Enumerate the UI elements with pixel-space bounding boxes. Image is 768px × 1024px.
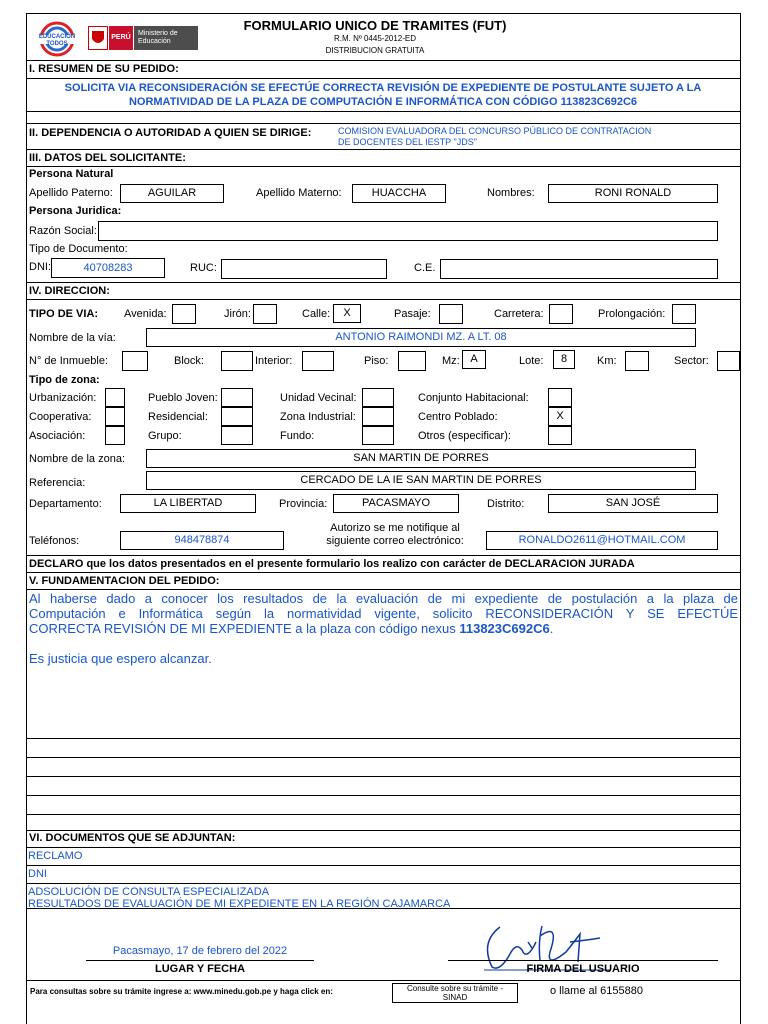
distribucion-gratuita: DISTRIBUCION GRATUITA xyxy=(325,46,425,55)
cooperativa-checkbox[interactable] xyxy=(105,407,125,426)
divider xyxy=(26,865,740,866)
residencial-checkbox[interactable] xyxy=(221,407,253,426)
prolongacion-checkbox[interactable] xyxy=(672,304,696,324)
dependencia-line-1: COMISION EVALUADORA DEL CONCURSO PÚBLICO DE CONTRATACION xyxy=(338,126,652,136)
divider xyxy=(448,960,718,961)
divider xyxy=(26,830,740,831)
section-dependencia-heading: II. DEPENDENCIA O AUTORIDAD A QUIEN SE DIRIGE: xyxy=(29,127,312,139)
logo-peru-ministerio xyxy=(88,26,200,50)
avenida-checkbox[interactable] xyxy=(172,304,196,324)
ce-label: C.E. xyxy=(414,262,436,274)
frame-top xyxy=(26,13,740,14)
residencial-label: Residencial: xyxy=(148,411,208,423)
nombre-via-label: Nombre de la vía: xyxy=(29,332,116,344)
carretera-label: Carretera: xyxy=(494,308,544,320)
provincia-label: Provincia: xyxy=(279,498,328,510)
divider xyxy=(26,572,740,573)
apellido-paterno-label: Apellido Paterno: xyxy=(29,187,113,199)
inmueble-field[interactable] xyxy=(122,351,148,371)
apellido-materno-label: Apellido Materno: xyxy=(256,187,342,199)
divider xyxy=(26,776,740,777)
departamento-field[interactable]: LA LIBERTAD xyxy=(120,494,256,513)
apellido-paterno-field[interactable]: AGUILAR xyxy=(120,184,224,203)
codigo-nexus: 113823C692C6 xyxy=(459,621,550,636)
divider xyxy=(26,883,740,884)
carretera-checkbox[interactable] xyxy=(549,304,573,324)
grupo-checkbox[interactable] xyxy=(221,426,253,445)
divider xyxy=(26,123,740,124)
fundo-checkbox[interactable] xyxy=(362,426,394,445)
conjunto-checkbox[interactable] xyxy=(548,388,572,407)
nombres-field[interactable]: RONI RONALD xyxy=(548,184,718,203)
divider xyxy=(26,847,740,848)
divider xyxy=(26,795,740,796)
pasaje-checkbox[interactable] xyxy=(439,304,463,324)
unidad-vecinal-label: Unidad Vecinal: xyxy=(280,392,357,404)
sector-field[interactable] xyxy=(717,351,740,371)
section-solicitante-heading: III. DATOS DEL SOLICITANTE: xyxy=(29,152,186,164)
km-field[interactable] xyxy=(625,351,649,371)
interior-field[interactable] xyxy=(302,351,334,371)
consulte-line-2: SINAD xyxy=(442,993,468,1002)
fundamentacion-line-3-end: . xyxy=(549,621,554,636)
divider xyxy=(26,149,740,150)
pasaje-label: Pasaje: xyxy=(394,308,431,320)
referencia-label: Referencia: xyxy=(29,477,86,489)
divider xyxy=(26,111,740,112)
telefonos-label: Teléfonos: xyxy=(29,535,80,547)
urbanizacion-checkbox[interactable] xyxy=(105,388,125,407)
declaro-rest: que los datos presentados en el presente formulario los realizo con carácter de DECLARACION JURADA xyxy=(83,558,635,570)
divider xyxy=(26,555,740,556)
asociacion-label: Asociación: xyxy=(29,430,86,442)
jiron-label: Jirón: xyxy=(224,308,251,320)
section-documentos-heading: VI. DOCUMENTOS QUE SE ADJUNTAN: xyxy=(29,832,236,844)
divider xyxy=(26,908,740,909)
logo-educacion-todos xyxy=(32,20,82,58)
declaro-prefix: DECLARO xyxy=(29,558,84,570)
ruc-field[interactable] xyxy=(221,259,387,279)
departamento-label: Departamento: xyxy=(29,498,102,510)
documento-item-4: RESULTADOS DE EVALUACIÓN DE MI EXPEDIENTE EN LA REGIÓN CAJAMARCA xyxy=(28,898,451,910)
form-title: FORMULARIO UNICO DE TRAMITES (FUT) xyxy=(243,18,507,33)
fundo-label: Fundo: xyxy=(280,430,315,442)
documento-item-2: DNI xyxy=(28,868,47,880)
documento-item-1: RECLAMO xyxy=(28,850,83,862)
autorizo-line-1: Autorizo se me notifique al xyxy=(330,522,460,534)
pueblo-joven-label: Pueblo Joven: xyxy=(148,392,218,404)
fundamentacion-line-1: Al haberse dado a conocer los resultados de la evaluación de mi expediente de postulación a la plaza de xyxy=(29,591,738,606)
dni-field[interactable]: 40708283 xyxy=(51,258,165,278)
razon-social-label: Razón Social: xyxy=(29,225,97,237)
nombre-via-field[interactable]: ANTONIO RAIMONDI MZ. A LT. 08 xyxy=(146,328,696,347)
piso-field[interactable] xyxy=(398,351,426,371)
distrito-label: Distrito: xyxy=(487,498,525,510)
otros-checkbox[interactable] xyxy=(548,426,572,445)
lugar-fecha-value: Pacasmayo, 17 de febrero del 2022 xyxy=(112,945,288,957)
ce-field[interactable] xyxy=(440,259,718,279)
logo-peru: PERÚ xyxy=(109,26,133,50)
piso-label: Piso: xyxy=(364,355,389,367)
zona-industrial-checkbox[interactable] xyxy=(362,407,394,426)
calle-checkbox[interactable]: X xyxy=(333,304,361,323)
razon-social-field[interactable] xyxy=(98,221,718,241)
resumen-line-1: SOLICITA VIA RECONSIDERACIÓN SE EFECTÚE CORRECTA REVISIÓN DE EXPEDIENTE DE POSTULANTE SUJETO A LA xyxy=(64,82,702,94)
persona-natural-label: Persona Natural xyxy=(29,168,114,180)
nombre-zona-field[interactable]: SAN MARTIN DE PORRES xyxy=(146,449,696,468)
pueblo-joven-checkbox[interactable] xyxy=(221,388,253,407)
dependencia-line-2: DE DOCENTES DEL IESTP "JDS" xyxy=(338,137,477,147)
firma-usuario-label: FIRMA DEL USUARIO xyxy=(526,963,640,975)
section-fundamentacion-heading: V. FUNDAMENTACION DEL PEDIDO: xyxy=(29,575,220,587)
prolongacion-label: Prolongación: xyxy=(598,308,666,320)
divider xyxy=(26,166,740,167)
otros-label: Otros (especificar): xyxy=(418,430,511,442)
conjunto-label: Conjunto Habitacional: xyxy=(418,392,529,404)
lugar-fecha-label: LUGAR Y FECHA xyxy=(154,963,246,975)
fundamentacion-line-4: Es justicia que espero alcanzar. xyxy=(29,651,212,666)
consulte-line-1: Consulte sobre su trámite - xyxy=(406,984,504,993)
referencia-field[interactable]: CERCADO DE LA IE SAN MARTIN DE PORRES xyxy=(146,471,696,490)
inmueble-label: N° de Inmueble: xyxy=(29,355,108,367)
urbanizacion-label: Urbanización: xyxy=(29,392,97,404)
fundamentacion-line-2: Computación e Informática según la normatividad vigente, solicito RECONSIDERACIÓN Y SE EFECTÚE xyxy=(29,606,738,621)
autorizo-line-2: siguiente correo electrónico: xyxy=(326,535,464,547)
declaro-statement xyxy=(29,558,635,570)
divider xyxy=(26,814,740,815)
section-resumen-heading: I. RESUMEN DE SU PEDIDO: xyxy=(29,63,179,75)
interior-label: Interior: xyxy=(255,355,293,367)
divider xyxy=(26,757,740,758)
frame-left xyxy=(26,13,27,1024)
persona-juridica-label: Persona Juridica: xyxy=(29,205,122,217)
lote-label: Lote: xyxy=(519,355,544,367)
frame-right xyxy=(740,13,741,1024)
divider xyxy=(26,980,740,981)
mz-field[interactable]: A xyxy=(462,350,486,369)
resumen-line-2: NORMATIVIDAD DE LA PLAZA DE COMPUTACIÓN E INFORMÁTICA CON CÓDIGO 113823C692C6 xyxy=(128,96,638,108)
telefono-field[interactable]: 948478874 xyxy=(120,531,284,550)
grupo-label: Grupo: xyxy=(148,430,182,442)
centro-poblado-checkbox[interactable]: X xyxy=(548,407,572,426)
logo-ministerio: Ministerio de Educación xyxy=(134,26,198,50)
ruc-label: RUC: xyxy=(190,262,217,274)
provincia-field[interactable]: PACASMAYO xyxy=(333,494,459,513)
section-direccion-heading: IV. DIRECCION: xyxy=(29,285,110,297)
divider xyxy=(26,589,740,590)
lote-field[interactable]: 8 xyxy=(553,350,575,369)
tipo-zona-label: Tipo de zona: xyxy=(29,374,100,386)
nombres-label: Nombres: xyxy=(487,187,535,199)
documento-item-3: ADSOLUCIÓN DE CONSULTA ESPECIALIZADA xyxy=(28,886,270,898)
divider xyxy=(26,60,740,61)
asociacion-checkbox[interactable] xyxy=(105,426,125,445)
logo-left-text: EDUCACIÓN TODOS xyxy=(38,34,76,47)
divider xyxy=(26,282,740,283)
km-label: Km: xyxy=(597,355,617,367)
divider xyxy=(26,299,740,300)
block-label: Block: xyxy=(174,355,204,367)
centro-poblado-label: Centro Poblado: xyxy=(418,411,498,423)
fundamentacion-line-3 xyxy=(29,621,553,636)
calle-label: Calle: xyxy=(302,308,331,320)
tipo-documento-label: Tipo de Documento: xyxy=(29,243,128,255)
divider xyxy=(26,738,740,739)
mz-label: Mz: xyxy=(442,355,460,367)
unidad-vecinal-checkbox[interactable] xyxy=(362,388,394,407)
consulte-sinad-button[interactable] xyxy=(392,983,518,1003)
divider xyxy=(86,960,314,961)
nombre-zona-label: Nombre de la zona: xyxy=(29,453,125,465)
apellido-materno-field[interactable]: HUACCHA xyxy=(352,184,446,203)
correo-field[interactable]: RONALDO2611@HOTMAIL.COM xyxy=(486,531,718,550)
tipo-via-label: TIPO DE VIA: xyxy=(29,308,99,320)
shield-icon xyxy=(88,26,108,50)
distrito-field[interactable]: SAN JOSÉ xyxy=(548,494,718,513)
zona-industrial-label: Zona Industrial: xyxy=(280,411,356,423)
fundamentacion-line-3-text: CORRECTA REVISIÓN DE MI EXPEDIENTE a la plaza con código nexus xyxy=(29,621,460,636)
avenida-label: Avenida: xyxy=(124,308,167,320)
cooperativa-label: Cooperativa: xyxy=(29,411,92,423)
dni-label: DNI: xyxy=(29,261,51,273)
sector-label: Sector: xyxy=(674,355,709,367)
rm-number: R.M. Nº 0445-2012-ED xyxy=(333,34,417,43)
block-field[interactable] xyxy=(221,351,253,371)
consultas-text: Para consultas sobre su trámite ingrese a: www.minedu.gob.pe y haga click en: xyxy=(30,987,333,996)
jiron-checkbox[interactable] xyxy=(253,304,277,324)
divider xyxy=(26,78,740,79)
llame-text: o llame al 6155880 xyxy=(550,985,643,997)
